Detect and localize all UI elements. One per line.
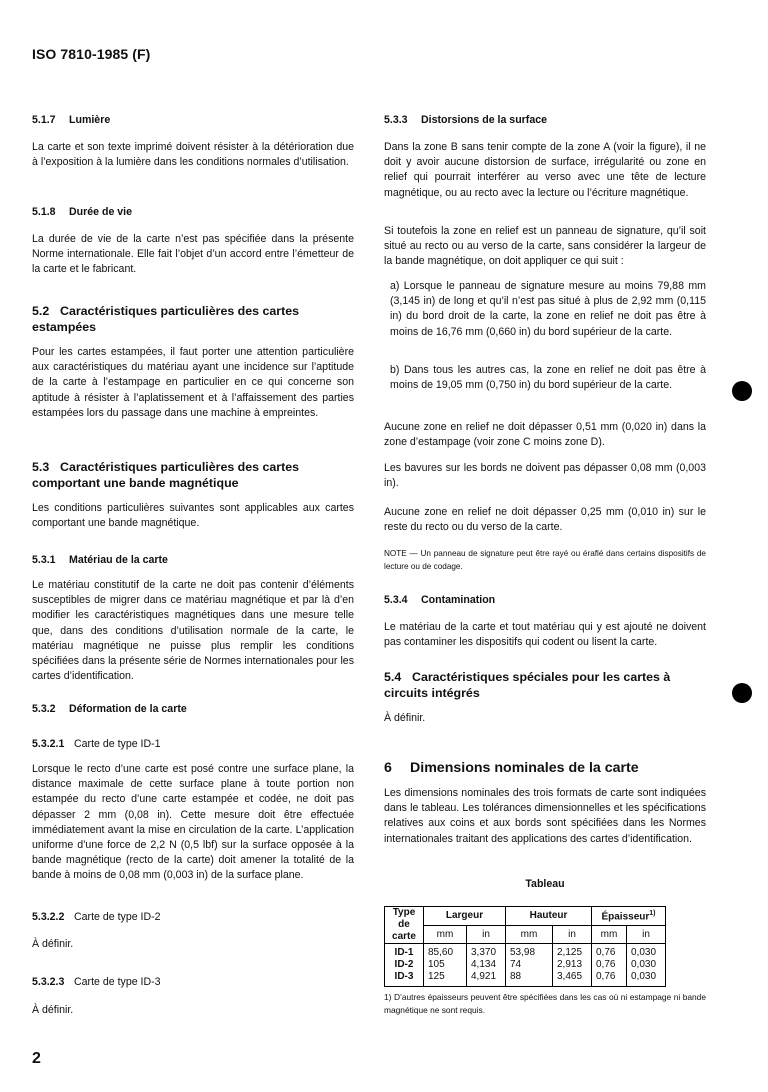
note-5-3-3: NOTE — Un panneau de signature peut être rayé ou éraflé dans certains dispositifs de lecture ou de codage.: [384, 549, 706, 571]
row-type: ID-2: [385, 959, 424, 971]
cell: 4,134: [467, 959, 506, 971]
list-item-b: b) Dans tous les autres cas, la zone en relief ne doit pas être à moins de 19,05 mm (0,750 in) du bord supérieur de la carte.: [390, 364, 706, 392]
col-epaisseur-header: Épaisseur$^{1)}$: [592, 907, 666, 926]
paragraph-5-3-3-p3: Aucune zone en relief ne doit dépasser 0,51 mm (0,020 in) dans la zone d’estampage (voir zone C moins zone D).: [384, 421, 706, 449]
heading-5-3-4: 5.3.4 Contamination: [384, 594, 496, 606]
paragraph-5-3-1: Le matériau constitutif de la carte ne doit pas contenir d’éléments susceptibles de migrer dans ce matériau magnétique et par là d’en modifier les caractéristiques magnétiques dans une mesure telle que, dans des conditions d’utilisation normale de la carte, le matériau magnétique ne puisse plus remplir les conditions spécifiées dans la présente série de Normes internationales pour les cartes d’identification.: [32, 579, 354, 683]
cell: 53,98: [506, 944, 553, 960]
paragraph-5-3: Les conditions particulières suivantes sont applicables aux cartes comportant une bande magnétique.: [32, 502, 354, 530]
cell: 0,76: [592, 971, 627, 987]
col-hauteur-header: Hauteur: [506, 907, 592, 926]
cell: 3,465: [553, 971, 592, 987]
cell: 0,030: [627, 971, 666, 987]
heading-5-3-1: 5.3.1 Matériau de la carte: [32, 554, 168, 566]
heading-5-3-3: 5.3.3 Distorsions de la surface: [384, 114, 547, 126]
paragraph-5-3-2-1: Lorsque le recto d’une carte est posé contre une surface plane, la distance maximale de cette surface plane à toute portion non estampée du recto d’une carte estampée et codée, ne doit pas dépasser 2 mm (0,08 in). Cette mesure doit être effectuée immédiatement avant la mise en circulation de la carte. L’application uniforme d’une force de 2,2 N (0,5 lbf) sur la surface opposée à la bande magnétique (recto de la carte) doit amener la totalité de la bande à moins de 0,08 mm (0,003 in) de la surface plane.: [32, 763, 354, 882]
cell: 3,370: [467, 944, 506, 960]
heading-5-2: 5.2 Caractéristiques particulières des cartes estampées: [32, 304, 299, 334]
row-type: ID-1: [385, 944, 424, 960]
paragraph-5-2: Pour les cartes estampées, il faut porter une attention particulière aux caractéristiques du matériau ayant une incidence sur l’aptitude de la carte à l’estampage en particulier en ce qui concerne son aptitude à résister à l’aplatissement et à l’affaissement des parties estampées lors du passage dans une machine à empreintes.: [32, 346, 354, 419]
paragraph-5-1-7: La carte et son texte imprimé doivent résister à la détérioration due à l’exposition à la lumière dans les conditions normales d’utilisation.: [32, 141, 354, 169]
list-item-a: a) Lorsque le panneau de signature mesure au moins 79,88 mm (3,145 in) de long et qu’il n’est pas situé à plus de 2,92 mm (0,115 in) du bord droit de la carte, la zone en relief ne doit pas être à moins de 16,76 mm (0,660 in) du bord supérieur de la carte.: [390, 280, 706, 338]
cell: 2,913: [553, 959, 592, 971]
table-row: [385, 959, 666, 971]
unit-in: in: [553, 925, 592, 944]
heading-5-1-7: 5.1.7 Lumière: [32, 114, 111, 126]
paragraph-5-3-3-p4: Les bavures sur les bords ne doivent pas dépasser 0,08 mm (0,003 in).: [384, 462, 706, 490]
revision-bullet-icon: [732, 683, 752, 703]
unit-in: in: [467, 925, 506, 944]
cell: 125: [424, 971, 467, 987]
paragraph-5-3-3-p1: Dans la zone B sans tenir compte de la zone A (voir la figure), il ne doit y avoir aucune distorsion de surface, irrégularité ou zone en relief qui pourrait interférer au verso avec une tête de lecture magnétique, ou au recto avec la lecture ou l’écriture magnétique.: [384, 141, 706, 199]
heading-5-4: 5.4 Caractéristiques spéciales pour les cartes à circuits intégrés: [384, 670, 671, 700]
table-footnote: 1) D’autres épaisseurs peuvent être spécifiées dans les cas où ni estampage ni bande magnétique ne sont requis.: [384, 992, 706, 1015]
heading-5-3-2: 5.3.2 Déformation de la carte: [32, 703, 187, 715]
cell: 105: [424, 959, 467, 971]
cell: 0,76: [592, 959, 627, 971]
page-number: 2: [32, 1050, 41, 1067]
cell: 0,030: [627, 944, 666, 960]
paragraph-5-3-2-2: À définir.: [32, 938, 74, 950]
revision-bullet-icon: [732, 381, 752, 401]
row-type: ID-3: [385, 971, 424, 987]
col-type-header: Type de carte: [385, 907, 424, 944]
heading-5-3: 5.3 Caractéristiques particulières des cartes comportant une bande magnétique: [32, 460, 299, 490]
unit-mm: mm: [592, 925, 627, 944]
document-header: ISO 7810-1985 (F): [32, 46, 151, 62]
paragraph-6: Les dimensions nominales des trois formats de carte sont indiquées dans le tableau. Les tolérances dimensionnelles et les spécifications relatives aux coins et aux bords sont spécifiées dans les Normes internationales traitant des applications des cartes d’identification.: [384, 787, 706, 845]
unit-mm: mm: [424, 925, 467, 944]
heading-5-3-2-2: 5.3.2.2 Carte de type ID-2: [32, 911, 161, 923]
cell: 74: [506, 959, 553, 971]
heading-5-3-2-1: 5.3.2.1 Carte de type ID-1: [32, 738, 161, 750]
unit-in: in: [627, 925, 666, 944]
paragraph-5-3-4: Le matériau de la carte et tout matériau qui y est ajouté ne doivent pas contaminer les dispositifs qui codent ou lisent la carte.: [384, 621, 706, 649]
unit-mm: mm: [506, 925, 553, 944]
table-row: [385, 971, 666, 987]
dimensions-table: [384, 906, 666, 987]
cell: 85,60: [424, 944, 467, 960]
heading-6: 6 Dimensions nominales de la carte: [384, 760, 639, 776]
paragraph-5-4: À définir.: [384, 712, 426, 724]
table-row: [385, 944, 666, 960]
paragraph-5-3-3-p5: Aucune zone en relief ne doit dépasser 0,25 mm (0,010 in) sur le reste du recto ou du verso de la carte.: [384, 506, 706, 534]
col-largeur-header: Largeur: [424, 907, 506, 926]
cell: 4,921: [467, 971, 506, 987]
cell: 0,76: [592, 944, 627, 960]
cell: 0,030: [627, 959, 666, 971]
table-caption: Tableau: [525, 878, 565, 890]
heading-5-3-2-3: 5.3.2.3 Carte de type ID-3: [32, 976, 161, 988]
paragraph-5-3-2-3: À définir.: [32, 1004, 74, 1016]
paragraph-5-1-8: La durée de vie de la carte n’est pas spécifiée dans la présente Norme internationale. Elle fait l’objet d’un accord entre l’émetteur de la carte et le fabricant.: [32, 233, 354, 276]
cell: 2,125: [553, 944, 592, 960]
heading-5-1-8: 5.1.8 Durée de vie: [32, 206, 133, 218]
cell: 88: [506, 971, 553, 987]
paragraph-5-3-3-p2: Si toutefois la zone en relief est un panneau de signature, qu’il soit situé au recto ou au verso de la carte, sans considérer la largeur de la bande magnétique, on doit appliquer ce qui suit :: [384, 225, 706, 268]
